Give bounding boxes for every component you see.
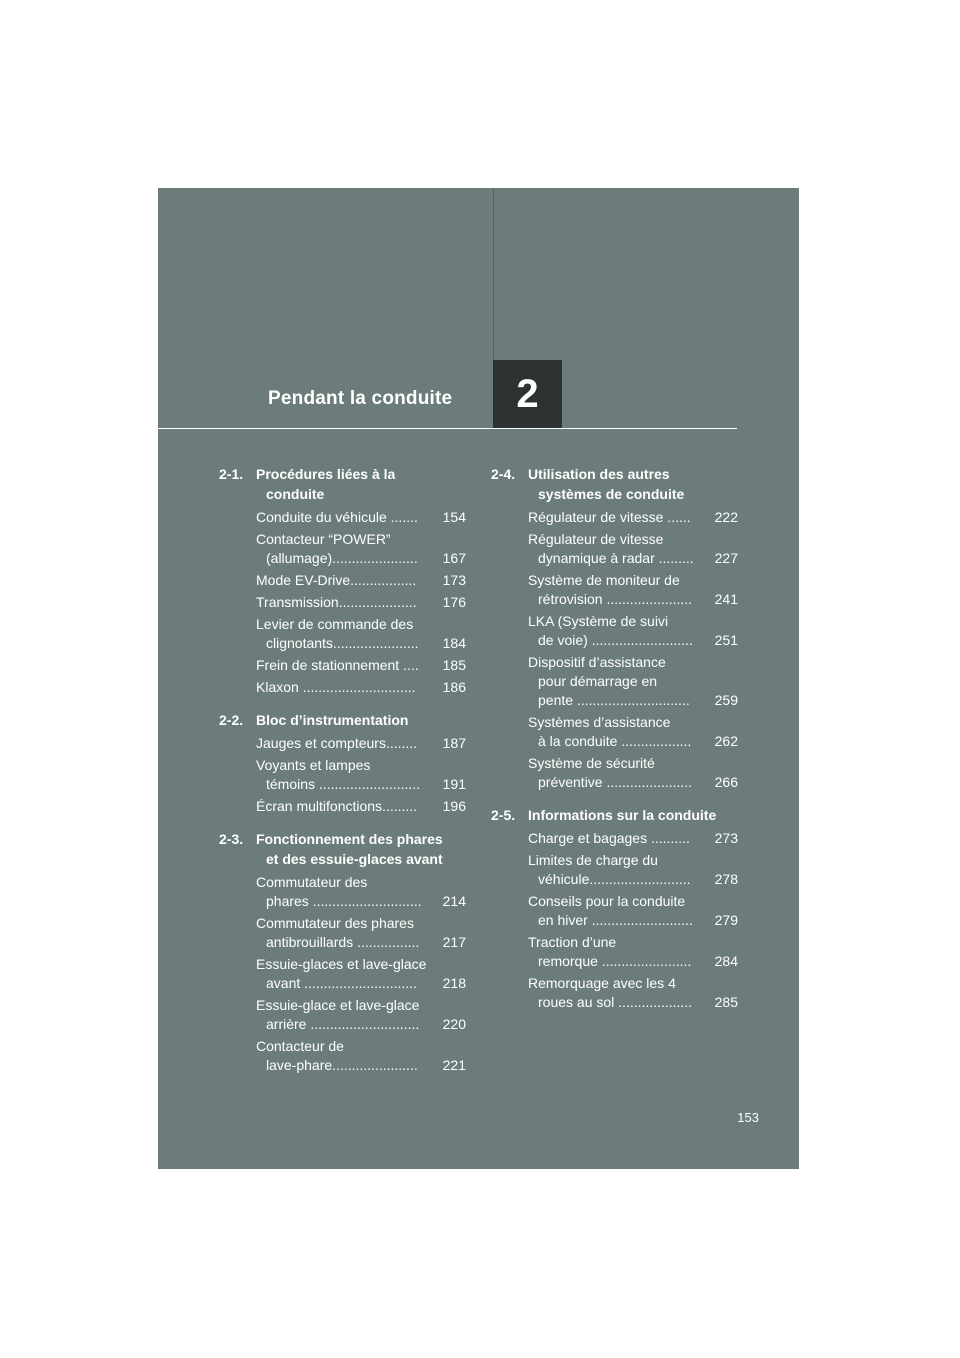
entry-line: de voie) .......................... bbox=[538, 632, 693, 648]
section-number: 2-3. bbox=[219, 831, 244, 847]
toc-section bbox=[491, 805, 741, 1012]
entry-line: Régulateur de vitesse bbox=[528, 531, 664, 547]
section-heading[interactable] bbox=[491, 805, 741, 825]
entry-line: Commutateur des phares bbox=[256, 915, 414, 931]
entry-page-number: 184 bbox=[442, 635, 466, 651]
toc-entry[interactable] bbox=[528, 653, 738, 710]
section-title-line: Bloc d’instrumentation bbox=[256, 712, 409, 728]
entry-line: Conseils pour la conduite bbox=[528, 893, 686, 909]
entry-text bbox=[256, 756, 440, 794]
entry-text bbox=[528, 892, 712, 930]
entry-line: clignotants...................... bbox=[266, 635, 419, 651]
entry-page-number: 218 bbox=[442, 975, 466, 991]
toc-entry[interactable] bbox=[256, 734, 466, 753]
toc-entry[interactable] bbox=[256, 571, 466, 590]
toc-entry[interactable] bbox=[256, 530, 466, 568]
page-number: 153 bbox=[737, 1110, 759, 1125]
entry-page-number: 273 bbox=[714, 830, 738, 846]
entry-line: pente ............................. bbox=[538, 692, 690, 708]
panel-divider bbox=[493, 188, 494, 360]
toc-entry[interactable] bbox=[528, 933, 738, 971]
toc-entry[interactable] bbox=[256, 996, 466, 1034]
entry-line: Régulateur de vitesse ...... bbox=[528, 509, 691, 525]
entry-line: Contacteur “POWER” bbox=[256, 531, 391, 547]
entry-line: roues au sol ................... bbox=[538, 994, 693, 1010]
entry-text bbox=[256, 955, 440, 993]
section-title-line: systèmes de conduite bbox=[538, 486, 685, 502]
entry-page-number: 187 bbox=[442, 735, 466, 751]
section-title bbox=[528, 805, 736, 825]
section-title-line: et des essuie-glaces avant bbox=[266, 851, 443, 867]
entry-page-number: 154 bbox=[442, 509, 466, 525]
toc-entry[interactable] bbox=[256, 593, 466, 612]
entry-text bbox=[256, 996, 440, 1034]
entry-line: lave-phare...................... bbox=[266, 1057, 418, 1073]
section-number: 2-1. bbox=[219, 466, 244, 482]
entry-text bbox=[256, 1037, 440, 1075]
toc-entry[interactable] bbox=[256, 955, 466, 993]
chapter-title: Pendant la conduite bbox=[268, 388, 453, 409]
entry-text bbox=[256, 530, 440, 568]
entry-page-number: 185 bbox=[442, 657, 466, 673]
toc-entry[interactable] bbox=[256, 678, 466, 697]
entry-text bbox=[256, 571, 440, 590]
entry-line: à la conduite .................. bbox=[538, 733, 692, 749]
section-title-line: Procédures liées à la bbox=[256, 466, 396, 482]
toc-entry[interactable] bbox=[256, 756, 466, 794]
entry-text bbox=[528, 754, 712, 792]
entry-line: Système de moniteur de bbox=[528, 572, 680, 588]
toc-entry[interactable] bbox=[256, 797, 466, 816]
entry-text bbox=[528, 851, 712, 889]
entry-page-number: 266 bbox=[714, 774, 738, 790]
entry-page-number: 241 bbox=[714, 591, 738, 607]
toc-entry[interactable] bbox=[528, 571, 738, 609]
toc-entry[interactable] bbox=[528, 508, 738, 527]
entry-text bbox=[256, 593, 440, 612]
entry-page-number: 220 bbox=[442, 1016, 466, 1032]
entry-line: Voyants et lampes bbox=[256, 757, 371, 773]
entry-line: pour démarrage en bbox=[538, 673, 658, 689]
entry-line: Transmission.................... bbox=[256, 594, 417, 610]
entry-line: Limites de charge du bbox=[528, 852, 658, 868]
section-heading[interactable] bbox=[219, 829, 469, 869]
entry-line: préventive ...................... bbox=[538, 774, 693, 790]
entry-page-number: 227 bbox=[714, 550, 738, 566]
entry-page-number: 259 bbox=[714, 692, 738, 708]
entry-line: Mode EV-Drive................. bbox=[256, 572, 417, 588]
toc-section bbox=[491, 464, 741, 792]
section-title-line: conduite bbox=[266, 486, 325, 502]
entry-line: Frein de stationnement .... bbox=[256, 657, 419, 673]
entry-line: véhicule.......................... bbox=[538, 871, 691, 887]
section-title bbox=[256, 464, 464, 504]
entry-text bbox=[256, 678, 440, 697]
entry-line: Dispositif d’assistance bbox=[528, 654, 666, 670]
entry-page-number: 279 bbox=[714, 912, 738, 928]
toc-entry[interactable] bbox=[256, 1037, 466, 1075]
section-title bbox=[256, 710, 464, 730]
section-number: 2-5. bbox=[491, 807, 516, 823]
entry-line: Remorquage avec les 4 bbox=[528, 975, 676, 991]
entry-line: avant ............................. bbox=[266, 975, 417, 991]
entry-line: LKA (Système de suivi bbox=[528, 613, 669, 629]
entry-page-number: 214 bbox=[442, 893, 466, 909]
entry-page-number: 186 bbox=[442, 679, 466, 695]
toc-column-left bbox=[219, 464, 469, 1088]
section-title-line: Informations sur la conduite bbox=[528, 807, 717, 823]
entry-page-number: 284 bbox=[714, 953, 738, 969]
entry-line: en hiver .......................... bbox=[538, 912, 693, 928]
section-number: 2-2. bbox=[219, 712, 244, 728]
toc-column-right bbox=[491, 464, 741, 1025]
entry-page-number: 196 bbox=[442, 798, 466, 814]
toc-section bbox=[219, 464, 469, 697]
toc-entry[interactable] bbox=[528, 892, 738, 930]
section-title-line: Utilisation des autres bbox=[528, 466, 670, 482]
entry-line: Conduite du véhicule ....... bbox=[256, 509, 418, 525]
chapter-number-tab: 2 bbox=[493, 360, 562, 429]
entry-line: Klaxon ............................. bbox=[256, 679, 416, 695]
entry-line: arrière ............................ bbox=[266, 1016, 420, 1032]
entry-text bbox=[256, 656, 440, 675]
toc-entry[interactable] bbox=[528, 530, 738, 568]
toc-section bbox=[219, 829, 469, 1075]
entry-line: Écran multifonctions......... bbox=[256, 798, 418, 814]
entry-line: (allumage)...................... bbox=[266, 550, 418, 566]
entry-page-number: 221 bbox=[442, 1057, 466, 1073]
section-heading[interactable] bbox=[219, 710, 469, 730]
entry-line: Système de sécurité bbox=[528, 755, 655, 771]
entry-line: Levier de commande des bbox=[256, 616, 414, 632]
chapter-panel bbox=[158, 188, 799, 1169]
entry-line: antibrouillards ................ bbox=[266, 934, 420, 950]
entry-text bbox=[256, 873, 440, 911]
header-rule bbox=[158, 428, 737, 429]
toc-entry[interactable] bbox=[528, 851, 738, 889]
entry-page-number: 262 bbox=[714, 733, 738, 749]
section-title bbox=[256, 829, 464, 869]
toc-entry[interactable] bbox=[528, 974, 738, 1012]
entry-page-number: 285 bbox=[714, 994, 738, 1010]
entry-page-number: 176 bbox=[442, 594, 466, 610]
entry-text bbox=[256, 734, 440, 753]
entry-text bbox=[528, 571, 712, 609]
section-number: 2-4. bbox=[491, 466, 516, 482]
entry-line: rétrovision ...................... bbox=[538, 591, 693, 607]
entry-text bbox=[528, 713, 712, 751]
entry-text bbox=[528, 974, 712, 1012]
entry-line: témoins .......................... bbox=[266, 776, 421, 792]
toc-entry[interactable] bbox=[256, 656, 466, 675]
entry-line: Essuie-glace et lave-glace bbox=[256, 997, 420, 1013]
entry-page-number: 217 bbox=[442, 934, 466, 950]
entry-text bbox=[256, 615, 440, 653]
entry-line: Charge et bagages .......... bbox=[528, 830, 690, 846]
section-title-line: Fonctionnement des phares bbox=[256, 831, 443, 847]
entry-text bbox=[528, 508, 712, 527]
entry-text bbox=[528, 530, 712, 568]
entry-page-number: 191 bbox=[442, 776, 466, 792]
entry-text bbox=[256, 508, 440, 527]
entry-line: Commutateur des bbox=[256, 874, 368, 890]
entry-page-number: 167 bbox=[442, 550, 466, 566]
entry-line: Contacteur de bbox=[256, 1038, 344, 1054]
entry-page-number: 251 bbox=[714, 632, 738, 648]
entry-text bbox=[528, 829, 712, 848]
toc-entry[interactable] bbox=[528, 713, 738, 751]
toc-entry[interactable] bbox=[256, 914, 466, 952]
section-title bbox=[528, 464, 736, 504]
entry-line: dynamique à radar ......... bbox=[538, 550, 694, 566]
entry-line: Jauges et compteurs........ bbox=[256, 735, 418, 751]
entry-text bbox=[256, 914, 440, 952]
toc-entry[interactable] bbox=[256, 508, 466, 527]
entry-line: phares ............................ bbox=[266, 893, 422, 909]
entry-line: remorque ....................... bbox=[538, 953, 692, 969]
entry-page-number: 222 bbox=[714, 509, 738, 525]
entry-page-number: 278 bbox=[714, 871, 738, 887]
section-heading[interactable] bbox=[219, 464, 469, 504]
toc-entry[interactable] bbox=[256, 873, 466, 911]
toc-section bbox=[219, 710, 469, 816]
entry-page-number: 173 bbox=[442, 572, 466, 588]
toc-entry[interactable] bbox=[528, 612, 738, 650]
section-heading[interactable] bbox=[491, 464, 741, 504]
entry-text bbox=[528, 933, 712, 971]
entry-line: Systèmes d’assistance bbox=[528, 714, 671, 730]
entry-text bbox=[256, 797, 440, 816]
toc-entry[interactable] bbox=[528, 754, 738, 792]
entry-line: Traction d’une bbox=[528, 934, 617, 950]
entry-text bbox=[528, 653, 712, 710]
entry-text bbox=[528, 612, 712, 650]
toc-entry[interactable] bbox=[256, 615, 466, 653]
toc-entry[interactable] bbox=[528, 829, 738, 848]
entry-line: Essuie-glaces et lave-glace bbox=[256, 956, 427, 972]
